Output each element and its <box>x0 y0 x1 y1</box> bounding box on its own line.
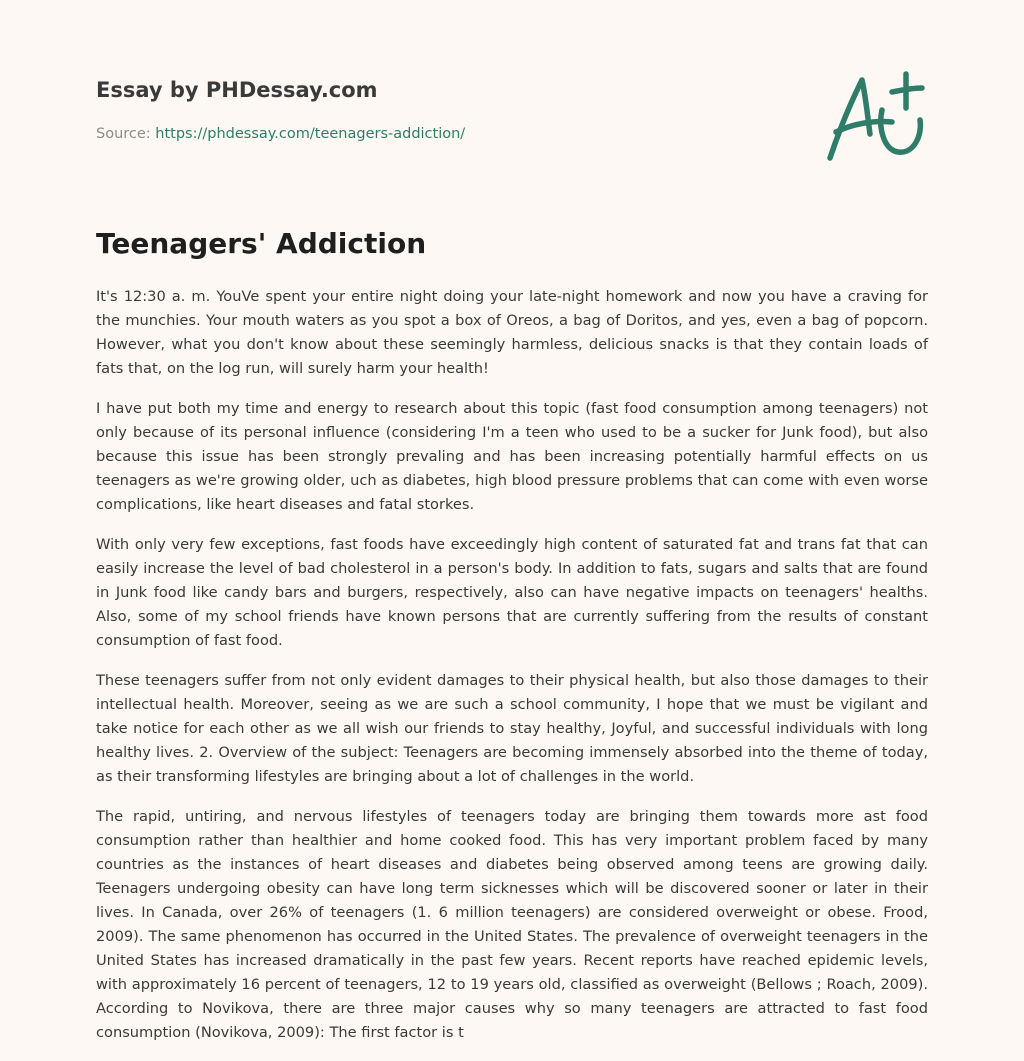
essay-paragraph-2: I have put both my time and energy to research about this topic (fast food consumption among teenagers) not only because of its personal influence (considering I'm a teen who used to be a sucker for Junk food), but also because this issue has been strongly prevaling and has been increasing potentially harmful effects on us teenagers as we're growing older, uch as diabetes, high blood pressure problems that can come with even worse complications, like heart diseases and fatal storkes. <box>96 400 928 513</box>
essay-paragraph-1: It's 12:30 a. m. YouVe spent your entire night doing your late-night homework and now you have a craving for the munchies. Your mouth waters as you spot a box of Oreos, a bag of Doritos, and yes, even a bag of popcorn. However, what you don't know about these seemingly harmless, delicious snacks is that they contain loads of fats that, on the log run, will surely harm your health! <box>96 288 928 377</box>
essay-paragraph-4: These teenagers suffer from not only evident damages to their physical health, but also those damages to their intellectual health. Moreover, seeing as we are such a school community, I hope that we must be vigilant and take notice for each other as we all wish our friends to stay healthy, Joyful, and successful individuals with long healthy lives. 2. Overview of the subject: Teenagers are becoming immensely absorbed into the theme of today, as their transforming lifestyles are bringing about a lot of challenges in the world. <box>96 672 928 785</box>
source-link[interactable]: https://phdessay.com/teenagers-addiction/ <box>155 126 466 142</box>
site-brand: Essay by PHDessay.com <box>96 78 378 102</box>
source-line <box>96 124 465 144</box>
essay-body <box>96 285 928 1061</box>
essay-paragraph-3: With only very few exceptions, fast foods have exceedingly high content of saturated fat and trans fat that can easily increase the level of bad cholesterol in a person's body. In addition to fats, sugars and salts that are found in Junk food like candy bars and burgers, respectively, also can have negative impacts on teenagers' healths. Also, some of my school friends have known persons that are currently suffering from the results of constant consumption of fast food. <box>96 536 928 649</box>
a-plus-grade-icon <box>822 68 930 166</box>
essay-paragraph-5: The rapid, untiring, and nervous lifestyles of teenagers today are bringing them towards more ast food consumption rather than healthier and home cooked food. This has very important problem faced by many countries as the instances of heart diseases and diabetes being observed among teens are growing daily. Teenagers undergoing obesity can have long term sicknesses which will be discovered sooner or later in their lives. In Canada, over 26% of teenagers (1. 6 million teenagers) are considered overweight or obese. Frood, 2009). The same phenomenon has occurred in the United States. The prevalence of overweight teenagers in the United States has increased dramatically in the past few years. Recent reports have reached epidemic levels, with approximately 16 percent of teenagers, 12 to 19 years old, classified as overweight (Bellows ; Roach, 2009). According to Novikova, there are three major causes why so many teenagers are attracted to fast food consumption (Novikova, 2009): The first factor is t <box>96 808 928 1041</box>
essay-title: Teenagers' Addiction <box>96 227 427 260</box>
source-label: Source: <box>96 126 151 142</box>
